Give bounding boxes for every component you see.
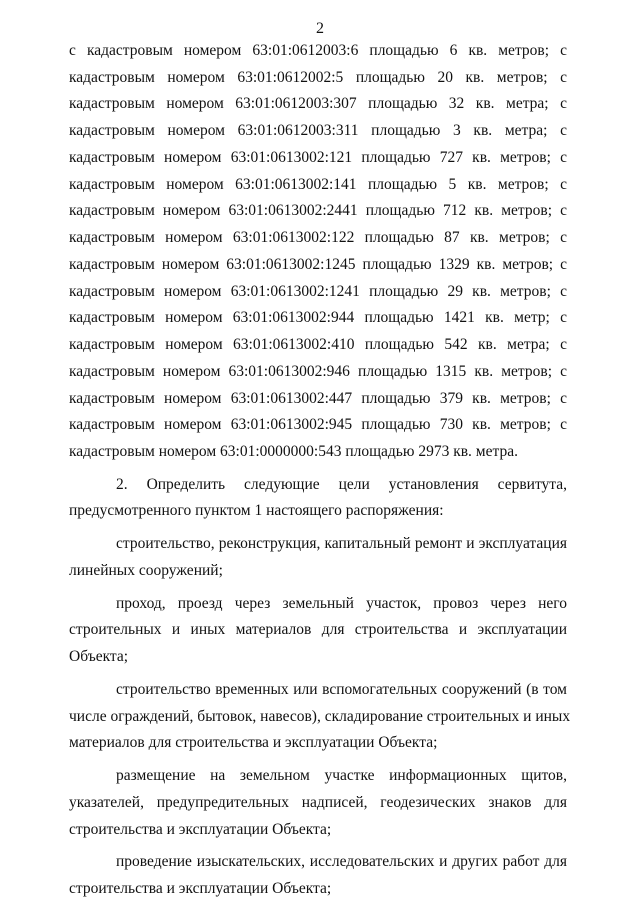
parcel-line: кадастровым номером 63:01:0613002:1241 площадью 29 кв. метров; с	[69, 283, 567, 300]
purpose-paragraph-line: строительство, реконструкция, капитальный ремонт и эксплуатация	[116, 535, 567, 552]
parcel-line: кадастровым номером 63:01:0613002:121 площадью 727 кв. метров; с	[69, 149, 567, 166]
purpose-paragraph-line: числе ограждений, бытовок, навесов), складирование строительных и иных	[69, 708, 571, 725]
purpose-paragraph-line: размещение на земельном участке информационных щитов,	[116, 767, 567, 784]
purpose-paragraph-line: материалов для строительства и эксплуатации Объекта;	[69, 734, 438, 751]
item-2-continuation: предусмотренного пунктом 1 настоящего распоряжения:	[69, 502, 444, 519]
purpose-paragraph-line: линейных сооружений;	[69, 562, 223, 579]
parcel-line: кадастровым номером 63:01:0613002:141 площадью 5 кв. метров; с	[69, 176, 567, 193]
parcel-line: кадастровым номером 63:01:0613002:1245 площадью 1329 кв. метров; с	[69, 256, 567, 273]
purpose-paragraph-line: проведение изыскательских, исследовательских и других работ для	[116, 853, 567, 870]
parcel-line: кадастровым номером 63:01:0613002:944 площадью 1421 кв. метр; с	[69, 309, 567, 326]
purpose-paragraph-line: строительных и иных материалов для строительства и эксплуатации	[69, 621, 567, 638]
parcel-line: кадастровым номером 63:01:0613002:447 площадью 379 кв. метров; с	[69, 390, 567, 407]
parcel-line: кадастровым номером 63:01:0612002:5 площадью 20 кв. метров; с	[69, 69, 567, 86]
purpose-paragraph-line: указателей, предупредительных надписей, геодезических знаков для	[69, 794, 567, 811]
parcel-line: кадастровым номером 63:01:0613002:945 площадью 730 кв. метров; с	[69, 416, 567, 433]
page-number: 2	[316, 20, 324, 37]
purpose-paragraph-line: строительства и эксплуатации Объекта;	[69, 821, 332, 838]
parcel-line: кадастровым номером 63:01:0612003:311 площадью 3 кв. метра; с	[69, 122, 567, 139]
parcel-line: кадастровым номером 63:01:0613002:410 площадью 542 кв. метра; с	[69, 336, 567, 353]
purpose-paragraph-line: строительства и эксплуатации Объекта;	[69, 880, 332, 897]
purpose-paragraph-line: Объекта;	[69, 648, 129, 665]
parcel-line: кадастровым номером 63:01:0613002:2441 площадью 712 кв. метров; с	[69, 202, 567, 219]
purpose-paragraph-line: проход, проезд через земельный участок, провоз через него	[116, 595, 567, 612]
parcel-line: с кадастровым номером 63:01:0612003:6 площадью 6 кв. метров; с	[69, 42, 567, 59]
purpose-paragraph-line: строительство временных или вспомогательных сооружений (в том	[116, 681, 567, 698]
parcel-line: кадастровым номером 63:01:0613002:946 площадью 1315 кв. метров; с	[69, 363, 567, 380]
item-2-heading: 2. Определить следующие цели установления сервитута,	[116, 476, 567, 493]
parcel-line: кадастровым номером 63:01:0613002:122 площадью 87 кв. метров; с	[69, 229, 567, 246]
parcel-line-last: кадастровым номером 63:01:0000000:543 площадью 2973 кв. метра.	[69, 443, 518, 460]
parcel-line: кадастровым номером 63:01:0612003:307 площадью 32 кв. метра; с	[69, 95, 567, 112]
